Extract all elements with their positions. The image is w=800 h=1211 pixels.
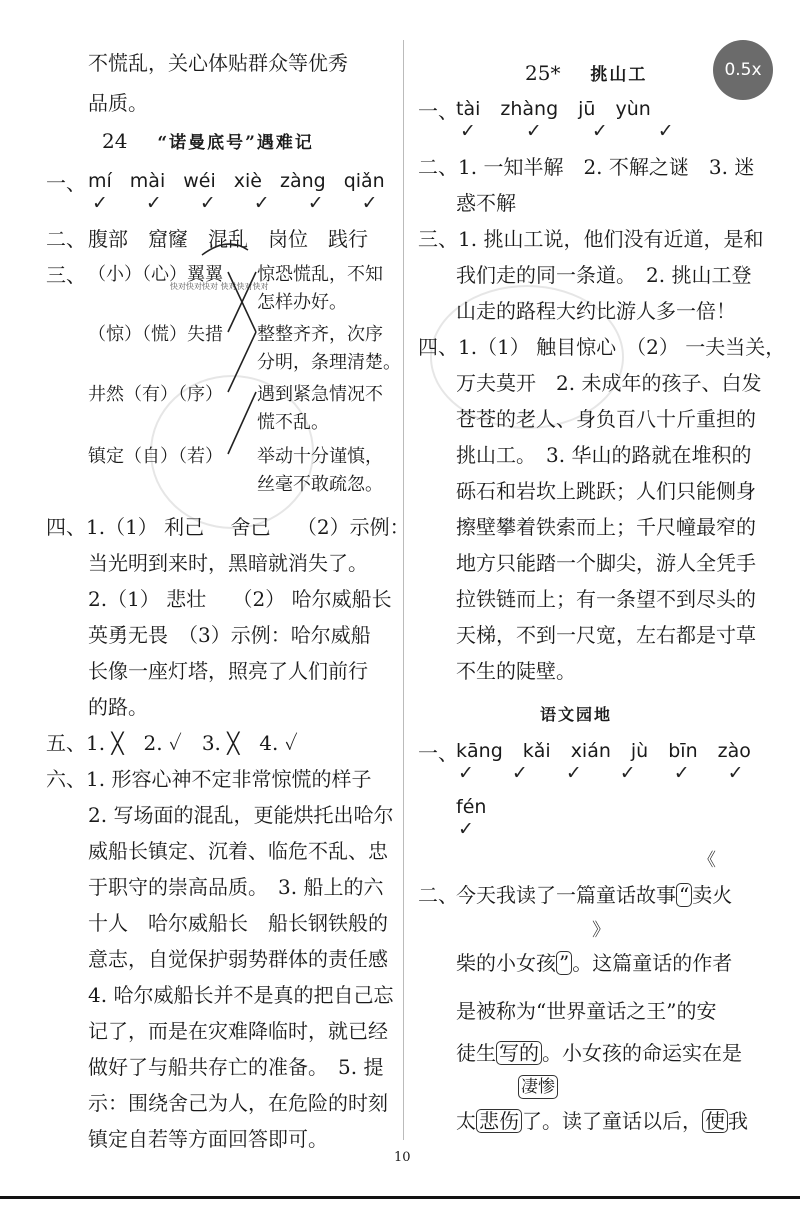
word: 岗位 [268,227,308,251]
q4-line: 拉铁链而上；有一条望不到尽头的 [456,587,756,611]
check-mark-icon: ✓ [253,192,270,214]
q4-line: 擦壁攀着铁索而上；千尺幢最窄的 [456,515,756,539]
q4-line: 长像一座灯塔，照亮了人们前行 [88,659,368,683]
check-marks-row [458,818,474,840]
text-span: 我 [728,1109,748,1133]
pinyin: mài [129,170,166,192]
q1-label: 一、 [418,99,458,123]
matching-right-item: 怎样办好。 [257,292,347,313]
correction-box: “ [676,883,692,907]
correction-box: 悲伤 [476,1109,522,1133]
zoom-badge[interactable]: 0.5x [713,40,773,100]
q6-line: 于职守的崇高品质。 3. 船上的六 [88,875,384,899]
matching-right-item: 慌不乱。 [257,412,329,433]
lesson-number: 24 [102,129,128,153]
text-line: 品质。 [88,91,148,115]
check-mark-icon: ✓ [727,762,744,784]
check-mark-icon: ✓ [199,192,216,214]
text-span: 徒生 [456,1041,496,1065]
scribble-mark: 快对快对快对 快对快对快对 [170,282,269,291]
check-mark-icon: ✓ [458,818,474,840]
q6-line: 十人 哈尔威船长 船长钢铁般的 [88,911,388,935]
check-mark-icon: ✓ [460,120,476,142]
matching-right-item: 遇到紧急情况不 [257,384,383,405]
pinyin: yùn [615,98,651,120]
q6-line: 记了，而是在灾难降临时，就已经 [88,1019,388,1043]
word: 腹部 [88,227,128,251]
text-span: 太 [456,1109,476,1133]
correction-box: 写的 [496,1041,542,1065]
text-span: 了。读了童话以后， [522,1109,702,1133]
bottom-rule [0,1196,800,1199]
pinyin: xiè [233,170,262,192]
q3-line: 我们走的同一条道。 2. 挑山工登 [456,263,752,287]
g2-line [456,950,732,976]
check-mark-icon: ✓ [673,762,690,784]
text-span: 今天我读了一篇童话故事 [456,883,676,907]
section-heading: 语文园地 [540,705,613,724]
correction-box: ” [556,951,572,975]
pinyin-row [456,740,751,762]
q4-line: 苍苍的老人、身负百八十斤重担的 [456,407,756,431]
pinyin: jù [630,740,649,762]
q4-line: 当光明到来时，黑暗就消失了。 [88,551,368,575]
q4-line: 四、1.（1） 利己 舍己 （2）示例： [46,515,410,539]
pinyin: bīn [668,740,698,762]
correction-mark: 《 [698,850,716,871]
q6-line: 示：围绕舍己为人，在危险的时刻 [88,1091,388,1115]
text-line: 不慌乱，关心体贴群众等优秀 [88,51,348,75]
q2-line: 二、1. 一知半解 2. 不解之谜 3. 迷 [418,155,755,179]
lesson-number: 25* [525,61,561,85]
pinyin: wéi [183,170,216,192]
pinyin: kǎi [522,740,551,762]
check-marks-row [458,762,744,784]
correction-box: 使 [702,1109,728,1133]
q6-line: 六、1. 形容心神不定非常惊慌的样子 [46,767,372,791]
pinyin: jū [578,98,596,120]
pinyin: qiǎn [343,170,385,192]
check-mark-icon: ✓ [657,120,674,142]
correction-mark [518,1074,558,1100]
matching-left-item: （小）（心）翼翼 [88,264,223,285]
q4-line: 天梯，不到一尺宽，左右都是寸草 [456,623,756,647]
pinyin: fén [456,796,487,818]
correction-mark: 》 [592,920,610,941]
check-mark-icon: ✓ [525,120,542,142]
check-mark-icon: ✓ [591,120,608,142]
g2-line [456,1040,742,1066]
correction-box: 凄惨 [518,1075,558,1099]
q4-line: 英勇无畏 （3）示例：哈尔威船 [88,623,371,647]
q6-line: 做好了与船共存亡的准备。 5. 提 [88,1055,384,1079]
pinyin: mí [88,170,112,192]
lesson-title: 挑山工 [590,65,648,85]
lesson-25-heading [525,60,647,85]
q6-line: 4. 哈尔威船长并不是真的把自己忘 [88,983,394,1007]
q3-line: 三、1. 挑山工说，他们没有近道，是和 [418,227,764,251]
pinyin: tài [456,98,481,120]
text-span: 柴的小女孩 [456,951,556,975]
lesson-title: “诺曼底号”遇难记 [157,133,314,153]
pinyin: zhàng [500,98,559,120]
q6-line: 意志，自觉保护弱势群体的责任感 [88,947,388,971]
check-mark-icon: ✓ [565,762,582,784]
pinyin: zàng [279,170,326,192]
q4-line: 砾石和岩坎上跳跃；人们只能侧身 [456,479,756,503]
text-span: 卖火 [692,883,733,907]
pinyin: zào [717,740,751,762]
q4-line: 挑山工。 3. 华山的路就在堆积的 [456,443,752,467]
check-mark-icon: ✓ [145,192,162,214]
q4-line: 地方只能踏一个脚尖，游人全凭手 [456,551,756,575]
g2-line [456,1108,748,1134]
g2-line: 是被称为“世界童话之王”的安 [456,999,717,1023]
pinyin: kāng [456,740,503,762]
page-number: 10 [394,1150,411,1165]
pinyin-row [456,796,486,818]
q2-line: 惑不解 [456,191,516,215]
text-span: 。小女孩的命运实在是 [542,1041,742,1065]
pinyin: xián [570,740,611,762]
g2-label: 二、 [418,883,458,907]
matching-lines [52,0,404,520]
check-mark-icon: ✓ [361,192,378,214]
q6-line: 2. 写场面的混乱，更能烘托出哈尔 [88,803,394,827]
matching-right-item: 整整齐齐，次序 [257,324,383,345]
check-marks-row [460,120,674,142]
q4-line: 的路。 [88,695,148,719]
word: 窟窿 [148,227,188,251]
q4-line: 四、1.（1） 触目惊心 （2） 一夫当关， [418,335,786,359]
matching-left-item: 井然（有）（序） [88,384,223,405]
matching-left-item: 镇定（自）（若） [88,446,223,467]
q6-line: 威船长镇定、沉着、临危不乱、忠 [88,839,388,863]
q3-line: 山走的路程大约比游人多一倍！ [456,299,736,323]
q1-label: 一、 [46,171,86,195]
word: 混乱 [208,227,248,251]
check-mark-icon: ✓ [92,192,108,214]
check-mark-icon: ✓ [458,762,474,784]
q4-line: 万夫莫开 2. 未成年的孩子、白发 [456,371,762,395]
q5-line: 五、1. ╳ 2. ✓ 3. ╳ 4. ✓ [46,731,298,755]
matching-right-item: 惊恐慌乱，不知 [257,264,383,285]
g2-line [456,882,732,908]
word: 践行 [328,227,368,251]
matching-right-item: 分明，条理清楚。 [257,352,401,373]
q4-line: 2.（1） 悲壮 （2） 哈尔威船长 [88,587,392,611]
matching-left-item: （惊）（慌）失措 [88,324,223,345]
pinyin-row [456,98,651,120]
q3-label: 三、 [46,263,86,287]
check-mark-icon: ✓ [619,762,636,784]
check-mark-icon: ✓ [307,192,324,214]
check-mark-icon: ✓ [511,762,528,784]
q2-label: 二、 [46,227,86,251]
q6-line: 镇定自若等方面回答即可。 [88,1127,328,1151]
matching-right-item: 丝毫不敢疏忽。 [257,474,383,495]
g1-label: 一、 [418,741,458,765]
matching-right-item: 举动十分谨慎， [257,446,383,467]
q4-line: 不生的陡壁。 [456,659,576,683]
text-span: 。这篇童话的作者 [572,951,733,975]
